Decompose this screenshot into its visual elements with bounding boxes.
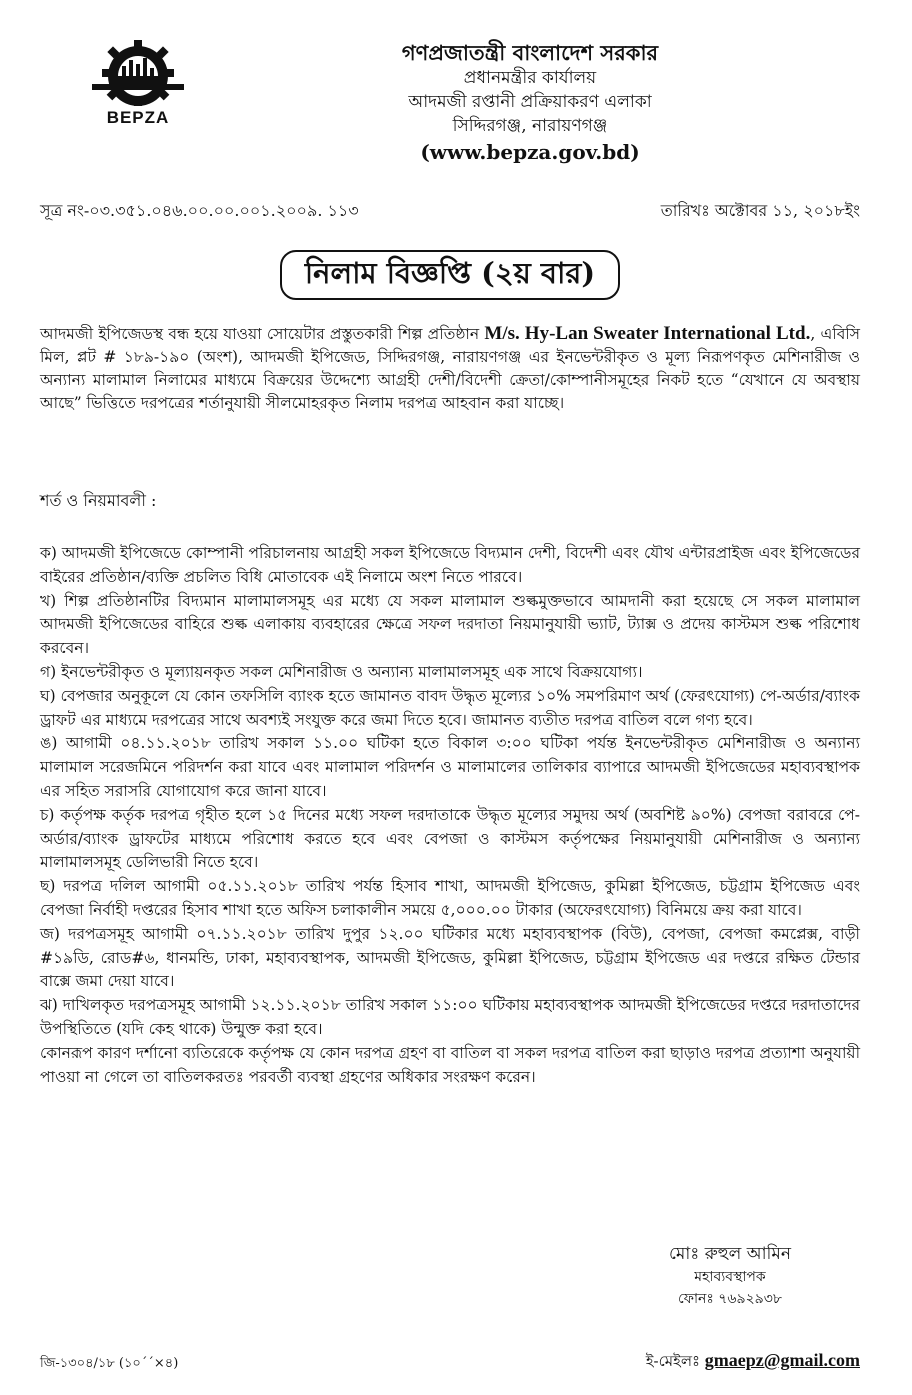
signatory-phone: ফোনঃ ৭৬৯২৯৩৮ bbox=[678, 1291, 782, 1307]
condition-item: চ) কর্তৃপক্ষ কর্তৃক দরপত্র গৃহীত হলে ১৫ দিনের মধ্যে সফল দরদাতাকে উদ্ধৃত মূল্যের সমুদয় অর্থ (অবশিষ্ট ৯০%) বেপজা বরাবরে পে-অর্ডার/ব্যাংক ড্রাফটের মাধ্যমে পরিশোধ করতে হবে এবং বেপজা ও কাস্টমস কর্তৃপক্ষের নিয়মানুযায়ী মেশিনারীজ ও অন্যান্য মালামালসমূহ ডেলিভারী নিতে হবে। bbox=[40, 805, 860, 872]
logo-text: BEPZA bbox=[106, 108, 170, 127]
condition-item: ঘ) বেপজার অনুকূলে যে কোন তফসিলি ব্যাংক হতে জামানত বাবদ উদ্ধৃত মূল্যের ১০% সমপরিমাণ অর্থ (ফেরৎযোগ্য) পে-অর্ডার/ব্যাংক ড্রাফট এর মাধ্যমে দরপত্রের সাথে অবশ্যই সংযুক্ত করে জমা দিতে হবে। জামানত ব্যতীত দরপত্র বাতিল বলে গণ্য হবে। bbox=[40, 686, 860, 729]
company-name: M/s. Hy-Lan Sweater International Ltd. bbox=[484, 323, 811, 344]
condition-item: জ) দরপত্রসমূহ আগামী ০৭.১১.২০১৮ তারিখ দুপুর ১২.০০ ঘটিকার মধ্যে মহাব্যবস্থাপক (বিউ), বেপজা, বেপজা কমপ্লেক্স, বাড়ী #১৯ডি, রোড#৬, ধানমন্ডি, ঢাকা, মহাব্যবস্থাপক, আদমজী ইপিজেড, কুমিল্লা ইপিজেড, চট্টগ্রাম ইপিজেড এর দপ্তরে রক্ষিত টেন্ডার বাক্সে জমা দেয়া যাবে। bbox=[40, 924, 860, 991]
condition-item: গ) ইনভেন্টরীকৃত ও মূল্যায়নকৃত সকল মেশিনারীজ ও অন্যান্য মালামালসমূহ এক সাথে বিক্রয়যোগ্য। bbox=[40, 662, 643, 681]
website-link[interactable]: (www.bepza.gov.bd) bbox=[420, 140, 640, 164]
signature-block bbox=[600, 1242, 860, 1310]
memo-number: সূত্র নং-০৩.৩৫১.০৪৬.০০.০০.০০১.২০০৯. ১১৩ bbox=[40, 201, 359, 220]
email-label: ই-মেইলঃ bbox=[645, 1352, 705, 1370]
location: সিদ্দিরগঞ্জ, নারায়ণগঞ্জ bbox=[452, 116, 608, 136]
condition-item: ঝ) দাখিলকৃত দরপত্রসমূহ আগামী ১২.১১.২০১৮ তারিখ সকাল ১১:০০ ঘটিকায় মহাব্যবস্থাপক আদমজী ইপিজেডের দপ্তরে দরদাতাদের উপস্থিতিতে (যদি কেহ থাকে) উন্মুক্ত করা হবে। bbox=[40, 996, 860, 1038]
government-name: গণপ্রজাতন্ত্রী বাংলাদেশ সরকার bbox=[401, 40, 659, 65]
intro-paragraph bbox=[40, 322, 860, 415]
footer-code: জি-১৩০৪/১৮ (১০´´×৪) bbox=[40, 1356, 179, 1371]
condition-item: ঙ) আগামী ০৪.১১.২০১৮ তারিখ সকাল ১১.০০ ঘটিকা হতে বিকাল ৩:০০ ঘটিকা পর্যন্ত ইনভেন্টরীকৃত মেশিনারীজ ও অন্যান্য মালামাল সরেজমিনে পরিদর্শন করা যাবে এবং মালামাল পরিদর্শন ও মালামালের তালিকার ব্যাপারে আদমজী ইপিজেডের মহাব্যবস্থাপক এর সহিত সরাসরি যোগাযোগ করে জানা যাবে। bbox=[40, 734, 860, 800]
notice-title: নিলাম বিজ্ঞপ্তি (২য় বার) bbox=[304, 255, 596, 290]
letterhead bbox=[260, 40, 800, 166]
signatory-designation: মহাব্যবস্থাপক bbox=[694, 1269, 766, 1285]
email-link[interactable]: gmaepz@gmail.com bbox=[704, 1350, 860, 1370]
office-name: প্রধানমন্ত্রীর কার্যালয় bbox=[463, 68, 597, 88]
intro-part1: আদমজী ইপিজেডস্থ বন্ধ হয়ে যাওয়া সোয়েটার প্রস্তুতকারী শিল্প প্রতিষ্ঠান bbox=[40, 325, 485, 343]
conditions-list bbox=[40, 542, 860, 1089]
closing-statement: কোনরূপ কারণ দর্শানো ব্যতিরেকে কর্তৃপক্ষ যে কোন দরপত্র গ্রহণ বা বাতিল বা সকল দরপত্র বাতিল করা ছাড়াও দরপত্র প্রত্যাশা অনুযায়ী পাওয়া না গেলে তা বাতিলকরতঃ পরবর্তী ব্যবস্থা গ্রহণের অধিকার সংরক্ষণ করেন। bbox=[40, 1043, 860, 1086]
terms-heading: শর্ত ও নিয়মাবলী : bbox=[40, 491, 157, 510]
reference-row bbox=[40, 198, 860, 225]
condition-item: ছ) দরপত্র দলিল আগামী ০৫.১১.২০১৮ তারিখ পর্যন্ত হিসাব শাখা, আদমজী ইপিজেড, কুমিল্লা ইপিজেড, চট্টগ্রাম ইপিজেড এবং বেপজা নির্বাহী দপ্তরের হিসাব শাখা হতে অফিস চলাকালীন সময়ে ৫,০০০.০০ টাকার (অফেরৎযোগ্য) বিনিময়ে ক্রয় করা যাবে। bbox=[40, 877, 860, 919]
notice-date: তারিখঃ অক্টোবর ১১, ২০১৮ইং bbox=[660, 201, 860, 220]
condition-item: ক) আদমজী ইপিজেডে কোম্পানী পরিচালনায় আগ্রহী সকল ইপিজেডে বিদ্যমান দেশী, বিদেশী এবং যৌথ এন্টারপ্রাইজ এবং ইপিজেডের বাইরের প্রতিষ্ঠান/ব্যক্তি প্রচলিত বিধি মোতাবেক এই নিলামে অংশ নিতে পারবে। bbox=[40, 544, 860, 586]
gear-factory-icon bbox=[92, 40, 184, 106]
epz-name: আদমজী রপ্তানী প্রক্রিয়াকরণ এলাকা bbox=[408, 92, 652, 112]
bepza-logo bbox=[92, 40, 184, 128]
email-line bbox=[646, 1350, 860, 1375]
notice-title-box bbox=[280, 250, 620, 300]
intro-part2: , এবিসি মিল, প্লট # ১৮৯-১৯০ (অংশ), আদমজী ইপিজেড, সিদ্দিরগঞ্জ, নারায়ণগঞ্জ এর ইনভেন্টরীকৃত ও মূল্য নিরূপণকৃত মেশিনারীজ ও অন্যান্য মালামাল নিলামের মাধ্যমে বিক্রয়ের উদ্দেশ্যে আগ্রহী দেশী/বিদেশী ক্রেতা/কোম্পানীসমূহের নিকট হতে “যেখানে যে অবস্থায় আছে” ভিত্তিতে দরপত্রের শর্তানুযায়ী সীলমোহরকৃত নিলাম দরপত্র আহবান করা যাচ্ছে। bbox=[40, 325, 860, 412]
condition-item: খ) শিল্প প্রতিষ্ঠানটির বিদ্যমান মালামালসমূহ এর মধ্যে যে সকল মালামাল শুল্কমুক্তভাবে আমদানী করা হয়েছে সে সকল মালামাল আদমজী ইপিজেডের বাহিরে শুল্ক এলাকায় ব্যবহারের ক্ষেত্রে সফল দরদাতা নিয়মানুযায়ী ভ্যাট, ট্যাক্স ও প্রদেয় কাস্টমস শুল্ক পরিশোধ করবেন। bbox=[40, 591, 860, 658]
signatory-name: মোঃ রুহুল আমিন bbox=[669, 1244, 791, 1264]
